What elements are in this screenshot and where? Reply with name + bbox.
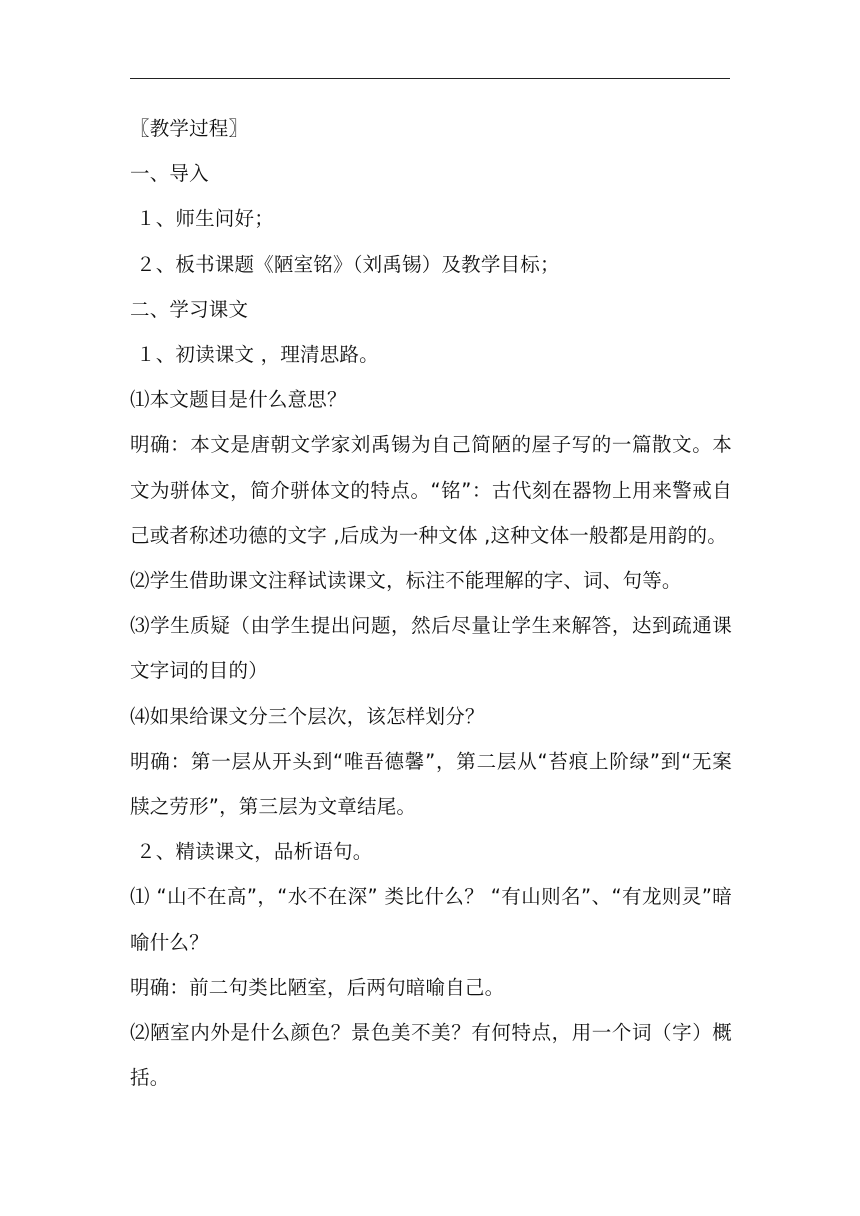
question-4: ⑷如果给课文分三个层次，该怎样划分？ bbox=[130, 704, 485, 728]
study-heading: 二、学习课文 bbox=[130, 297, 249, 321]
intro-step-1: １、师生问好； bbox=[136, 207, 274, 231]
question-5: ⑴ “山不在高”，“水不在深” 类比什么？ “有山则名”、“有龙则灵”暗喻什么？ bbox=[130, 885, 732, 954]
answer-1: 明确：本文是唐朝文学家刘禹锡为自己简陋的屋子写的一篇散文。本文为骈体文，简介骈体文的特点。“铭”：古代刻在器物上用来警戒自己或者称述功德的文字 ,后成为一种文体 ,这种文体一般都是用韵的。 bbox=[130, 433, 732, 547]
answer-4: 明确：第一层从开头到“唯吾德馨”，第二层从“苔痕上阶绿”到“无案牍之劳形”，第三层为文章结尾。 bbox=[130, 749, 732, 818]
study-step-1: １、初读课文 ，理清思路。 bbox=[136, 342, 379, 366]
question-1: ⑴本文题目是什么意思？ bbox=[130, 388, 347, 412]
study-step-2: ２、精读课文，品析语句。 bbox=[136, 840, 373, 864]
question-3: ⑶学生质疑（由学生提出问题，然后尽量让学生来解答，达到疏通课文字词的目的） bbox=[130, 614, 732, 683]
header-rule bbox=[130, 78, 730, 79]
question-6: ⑵陋室内外是什么颜色？景色美不美？有何特点，用一个词（字）概括。 bbox=[130, 1020, 732, 1090]
answer-5: 明确：前二句类比陋室，后两句暗喻自己。 bbox=[130, 975, 505, 999]
intro-heading: 一、导入 bbox=[130, 162, 209, 186]
document-body bbox=[130, 106, 732, 1100]
section-title: 〖教学过程〗 bbox=[130, 117, 249, 140]
question-2: ⑵学生借助课文注释试读课文，标注不能理解的字、词、句等。 bbox=[130, 568, 682, 592]
intro-step-2: ２、板书课题《陋室铭》（刘禹锡）及教学目标； bbox=[136, 252, 560, 276]
